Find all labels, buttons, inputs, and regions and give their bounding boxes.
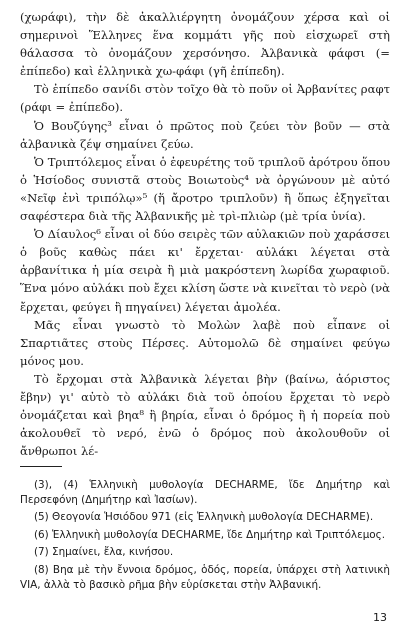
paragraph-2: Τὸ ἐπίπεδο σανίδι στὸν τοῖχο θὰ τὸ ποῦν οἱ Ἀρβανίτες ραφτ (ράφι = ἐπίπεδο). <box>20 82 390 115</box>
footnotes <box>20 478 390 595</box>
page-number: 13 <box>373 611 387 624</box>
footnote: (3), (4) Ἑλληνικὴ μυθολογία DECHARME, ἴδε Δημήτηρ καὶ Περσεφόνη (Δημήτηρ καὶ Ἰασίων). <box>20 479 390 506</box>
paragraph-6: Μᾶς εἶναι γνωστὸ τὸ Μολὼν λαβὲ ποὺ εἶπανε οἱ Σπαρτιᾶτες στοὺς Πέρσες. Αὐτομολῶ δὲ σημαίνει φεύγω μόνος μου. <box>20 317 390 368</box>
footnote: (6) Ἑλληνικὴ μυθολογία DECHARME, ἴδε Δημήτηρ καὶ Τριπτόλεμος. <box>34 528 386 541</box>
paragraph-5: Ὁ Δίαυλος⁶ εἶναι οἱ δύο σειρὲς τῶν αὐλακιῶν ποὺ χαράσσει ὁ βοῦς καθὼς πάει κι' ἔρχεται· αὐλάκι λέγεται στὰ ἀρβανίτικα ἡ μία σειρὰ ἢ μιὰ μακρόστενη λωρίδα χωραφιοῦ. Ἕνα μόνο αὐλάκι ποὺ ἔχει κλίση ὥστε νὰ κινεῖται τὸ νερὸ (νὰ ἔρχεται, φεύγει ἢ πηγαίνει) λέγεται ἀμολέα. <box>20 227 390 314</box>
paragraph-7: Τὸ ἔρχομαι στὰ Ἀλβανικὰ λέγεται βὴν (βαίνω, ἀόριστος ἔβην) γι' αὐτὸ τὸ αὐλάκι διὰ τοῦ ὁποίου ἔρχεται τὸ νερὸ ὀνομάζεται καὶ βηα⁸ ἢ βηρία, εἶναι ὁ δρόμος ἢ ἡ πορεία ποὺ ἀκολουθεῖ τὸ νερό, ἐνῶ ὁ δρόμος ποὺ ἀκολουθοῦν οἱ ἄνθρωποι λέ- <box>20 371 390 459</box>
footnote-separator <box>20 466 62 467</box>
footnote: (8) Βηα μὲ τὴν ἔννοια δρόμος, ὁδός, πορεία, ὑπάρχει στὴ λατινικὴ VIA, ἀλλὰ τὸ βασικὸ ρῆμα βὴν εὑρίσκεται στὴν Ἀλβανική. <box>20 563 390 591</box>
footnote: (5) Θεογονία Ἡσιόδου 971 (εἰς Ἑλληνικὴ μυθολογία DECHARME). <box>34 511 374 524</box>
paragraph-3: Ὁ Βουζύγης³ εἶναι ὁ πρῶτος ποὺ ζεύει τὸν βοῦν — στὰ ἀλβανικὰ ζέψ σημαίνει ζεύω. <box>20 118 390 151</box>
main-text <box>20 8 390 460</box>
paragraph-1: (χωράφι), τὴν δὲ ἀκαλλιέργητη ὀνομάζουν χέρσα καὶ οἱ σημερινοὶ Ἕλληνες ἕνα κομμάτι γῆς ποὺ εἰσχωρεῖ στὴ θάλασσα τὸ ὀνομάζουν χερσόνησο. Ἀλβανικὰ φάφσι (= ἐπίπεδο) καὶ ἑλληνικὰ χω-φάφι (γῆ ἐπίπεδη). <box>20 10 390 79</box>
footnote: (7) Σημαίνει, ἔλα, κινήσου. <box>34 546 174 559</box>
paragraph-4: Ὁ Τριπτόλεμος εἶναι ὁ ἐφευρέτης τοῦ τριπλοῦ ἀρότρου ὅπου ὁ Ἡσίοδος συνιστᾶ στοὺς Βοιωτοὺς⁴ νὰ ὀργώνουν μὲ αὐτό «Νεῖφ ἐνὶ τριπόλῳ»⁵ (ἥ ἄροτρο τριπλοῦν) ἢ ὅπως ἐξηγεῖται σαφέστερα διὰ τῆς Ἀλβανικῆς μὲ τρὶ-πλιὼρ (μὲ τρία ὑνία). <box>20 154 390 224</box>
